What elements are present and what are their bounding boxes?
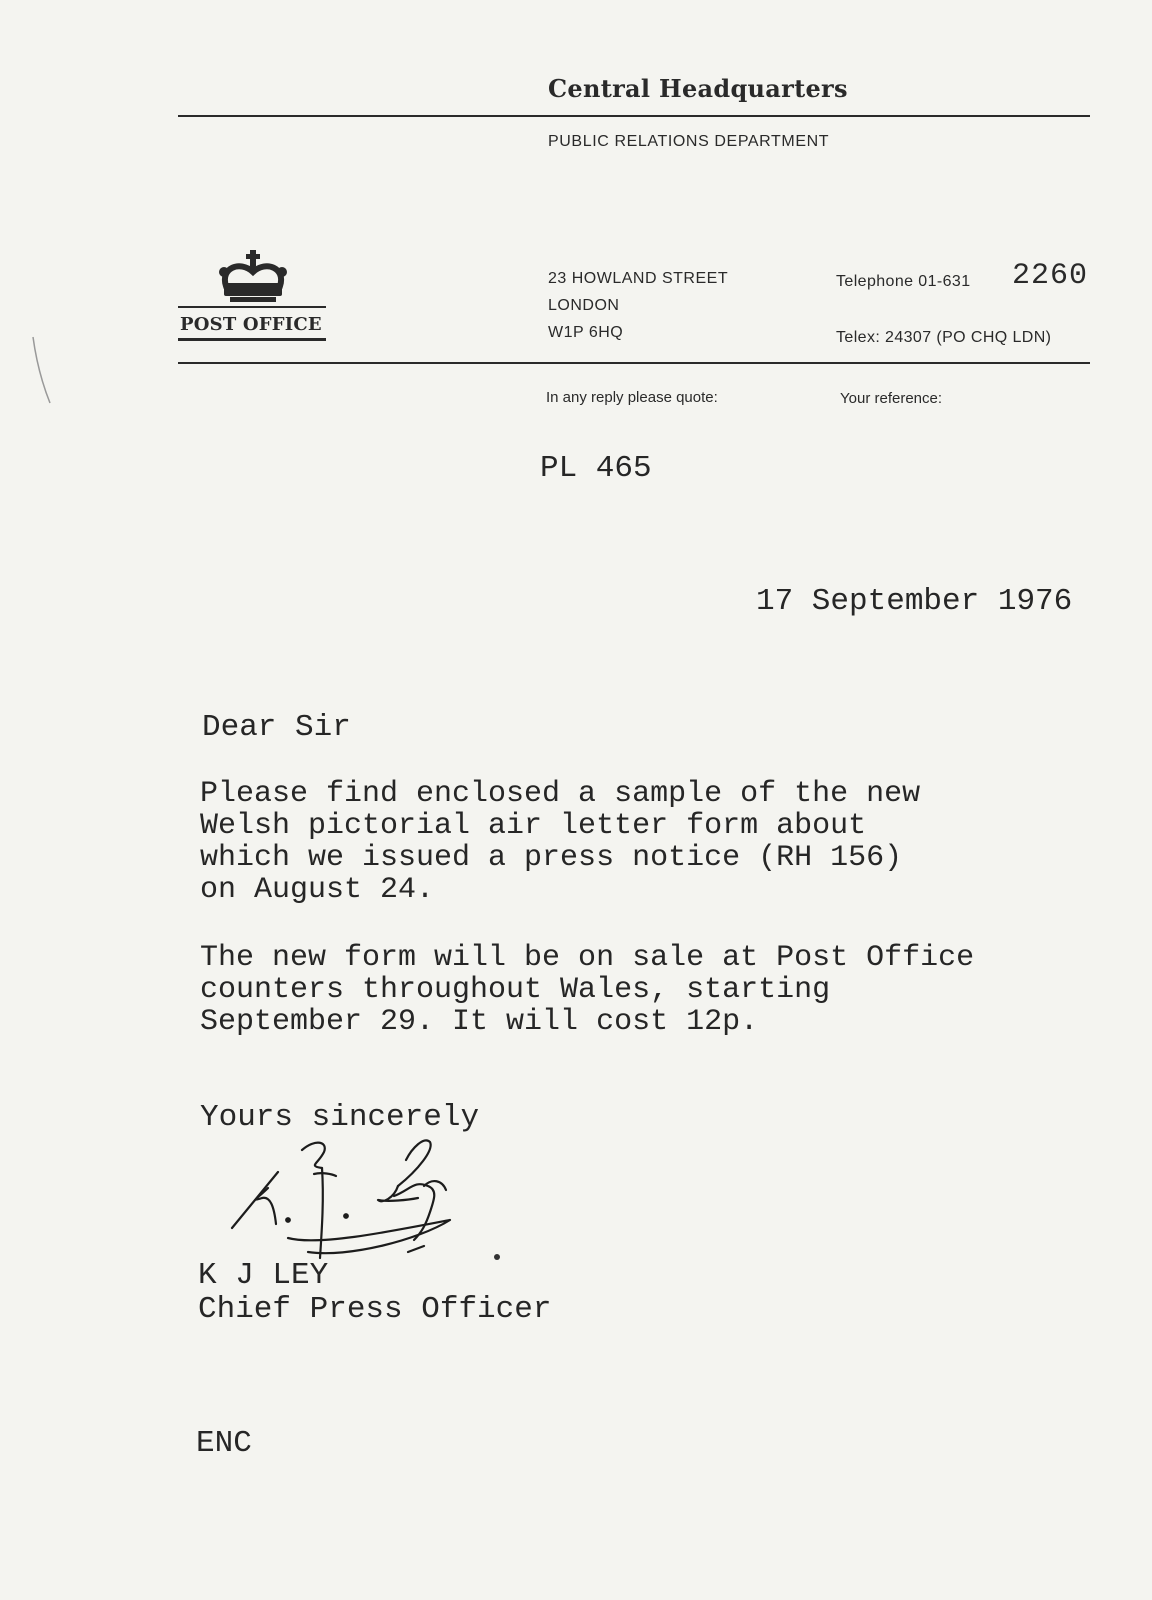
post-office-logo	[178, 248, 328, 344]
paragraph-2	[200, 942, 974, 1038]
address-line-1: 23 HOWLAND STREET	[548, 270, 729, 287]
your-reference-label: Your reference:	[840, 390, 943, 407]
logo-text: POST OFFICE	[180, 314, 322, 335]
ink-speck	[494, 1254, 500, 1260]
reference-number: PL 465	[540, 451, 652, 486]
paragraph-1-line: on August 24.	[200, 873, 435, 907]
logo-top-rule	[178, 306, 326, 308]
salutation: Dear Sir	[202, 710, 351, 745]
paragraph-2-line: The new form will be on sale at Post Office	[200, 941, 975, 975]
letterhead-top-rule	[178, 115, 1090, 117]
signatory-title: Chief Press Officer	[198, 1292, 552, 1327]
telex-number: Telex: 24307 (PO CHQ LDN)	[836, 329, 1052, 346]
letter-date: 17 September 1976	[756, 584, 1073, 619]
signatory-name: K J LEY	[198, 1258, 329, 1293]
paragraph-2-line: counters throughout Wales, starting	[200, 973, 831, 1007]
telephone-extension: 2260	[1012, 259, 1089, 293]
closing: Yours sincerely	[200, 1100, 480, 1135]
address-line-2: LONDON	[548, 297, 620, 314]
department-name: PUBLIC RELATIONS DEPARTMENT	[548, 133, 830, 150]
paragraph-1-line: which we issued a press notice (RH 156)	[200, 841, 903, 875]
paragraph-1-line: Welsh pictorial air letter form about	[200, 809, 867, 843]
paragraph-1	[200, 778, 920, 906]
paragraph-1-line: Please find enclosed a sample of the new	[200, 777, 921, 811]
logo-bottom-rule	[178, 338, 326, 341]
handwritten-signature	[218, 1128, 478, 1278]
address-line-3: W1P 6HQ	[548, 324, 624, 341]
telephone-label: Telephone 01-631	[836, 273, 971, 290]
letterhead-title: Central Headquarters	[548, 74, 848, 103]
paragraph-2-line: September 29. It will cost 12p.	[200, 1005, 759, 1039]
paper-edge-mark	[30, 335, 52, 405]
enclosure-note: ENC	[196, 1426, 252, 1461]
crown-icon	[178, 248, 328, 314]
reply-quote-label: In any reply please quote:	[546, 389, 718, 406]
letterhead-bottom-rule	[178, 362, 1090, 364]
